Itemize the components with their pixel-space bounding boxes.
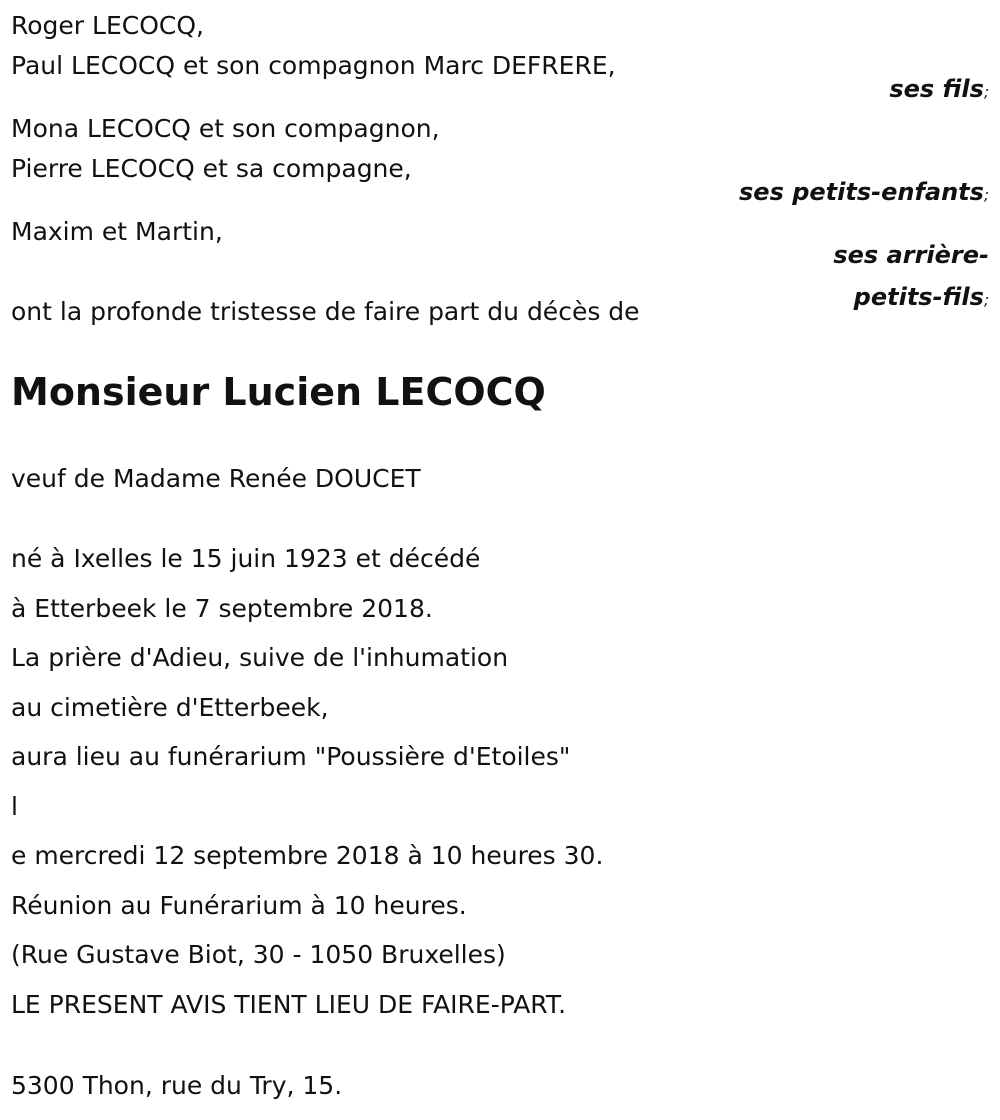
role-great-grandchildren-label: petits-fils: [853, 283, 984, 311]
role-grandchildren-label: ses petits-enfants: [739, 178, 984, 206]
role-grandchildren: [739, 177, 989, 210]
role-sons-separator: ;: [983, 83, 989, 101]
intro-text: ont la profonde tristesse de faire part du décès de: [11, 297, 640, 326]
role-great-grandchildren-line2: [854, 282, 989, 315]
detail-line-5: aura lieu au funérarium "Poussière d'Etoiles": [11, 742, 571, 771]
detail-line-1: né à Ixelles le 15 juin 1923 et décédé: [11, 544, 481, 573]
detail-line-8: Réunion au Funérarium à 10 heures.: [11, 891, 467, 920]
role-sons-label: ses fils: [889, 75, 984, 103]
role-great-grandchildren-separator: ;: [983, 291, 989, 309]
detail-line-7: e mercredi 12 septembre 2018 à 10 heures 30.: [11, 841, 604, 870]
widow-line: veuf de Madame Renée DOUCET: [11, 464, 421, 493]
deceased-name: Monsieur Lucien LECOCQ: [11, 370, 546, 414]
family-line-maxim: Maxim et Martin,: [11, 217, 223, 246]
detail-line-4: au cimetière d'Etterbeek,: [11, 693, 329, 722]
detail-line-6: l: [11, 792, 18, 821]
role-grandchildren-separator: ;: [983, 186, 989, 204]
detail-line-9: (Rue Gustave Biot, 30 - 1050 Bruxelles): [11, 940, 506, 969]
address-line: 5300 Thon, rue du Try, 15.: [11, 1071, 343, 1100]
detail-line-10: LE PRESENT AVIS TIENT LIEU DE FAIRE-PART.: [11, 990, 567, 1019]
family-line-paul: Paul LECOCQ et son compagnon Marc DEFRERE,: [11, 51, 616, 80]
role-great-grandchildren-line1: ses arrière-: [833, 241, 989, 269]
family-line-roger: Roger LECOCQ,: [11, 11, 204, 40]
detail-line-2: à Etterbeek le 7 septembre 2018.: [11, 594, 433, 623]
family-line-pierre: Pierre LECOCQ et sa compagne,: [11, 154, 412, 183]
role-sons: [889, 74, 989, 107]
detail-line-3: La prière d'Adieu, suive de l'inhumation: [11, 643, 509, 672]
family-line-mona: Mona LECOCQ et son compagnon,: [11, 114, 440, 143]
